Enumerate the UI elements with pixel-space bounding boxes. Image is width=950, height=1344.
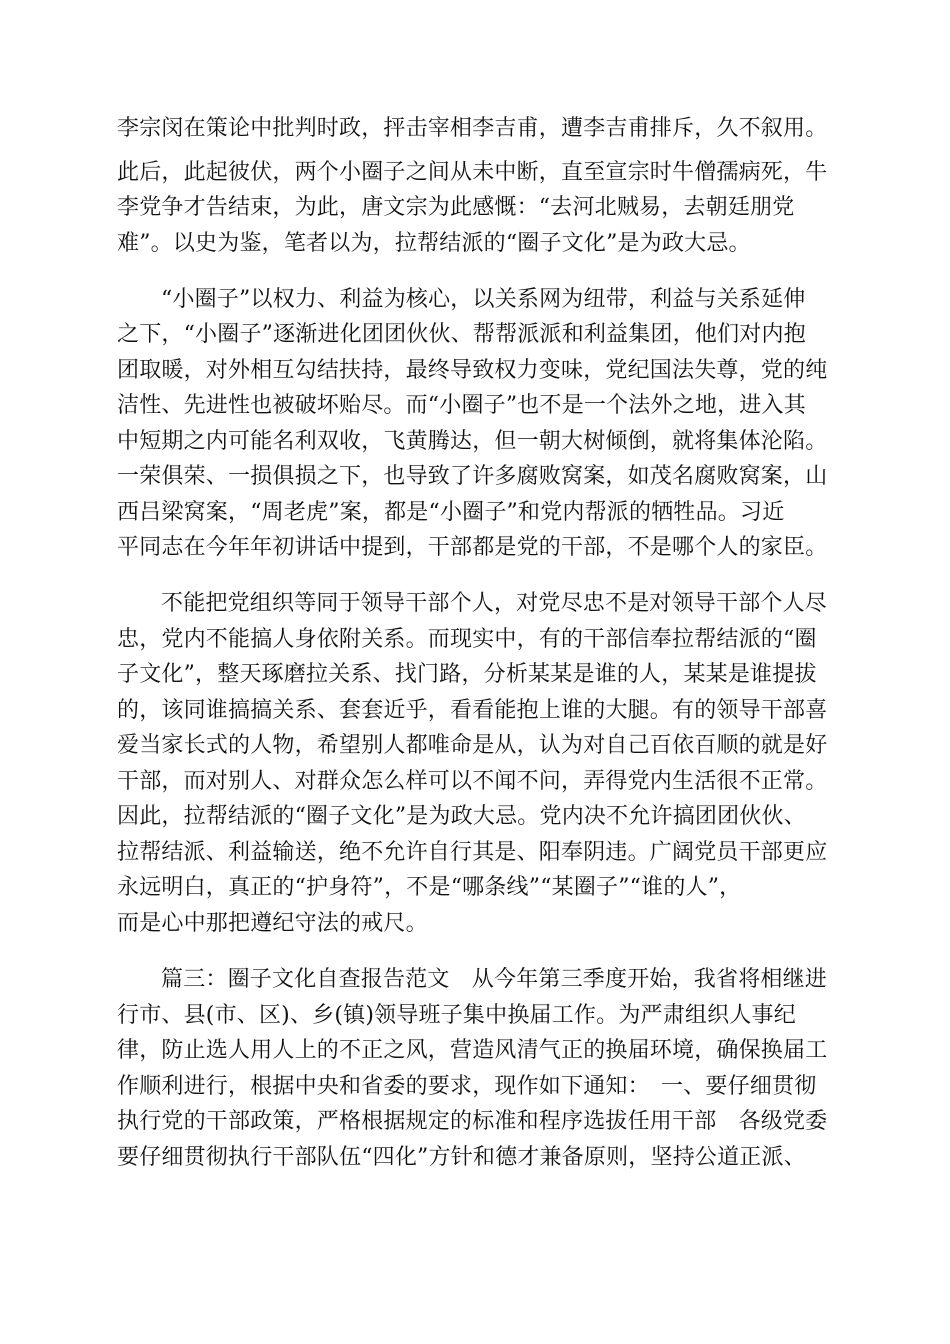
text-line: 不能把党组织等同于领导干部个人，对党尽忠不是对领导干部个人尽 (161, 591, 828, 616)
text-line: 永远明白，真正的“护身符”，不是“哪条线”“某圈子”“谁的人”， (117, 875, 742, 900)
text-line: 因此，拉帮结派的“圈子文化”是为政大忌。党内决不允许搞团团伙伙、 (117, 804, 806, 829)
text-line: 西吕梁窝案，“周老虎”案，都是“小圈子”和党内帮派的牺牲品。习近 (117, 500, 785, 525)
text-line: 爱当家长式的人物，希望别人都唯命是从，认为对自己百依百顺的就是好 (117, 733, 828, 758)
text-line: 行市、县(市、区)、乡(镇)领导班子集中换届工作。为严肃组织人事纪 (117, 1003, 796, 1028)
text-line: 忠，党内不能搞人身依附关系。而现实中，有的干部信奉拉帮结派的“圈 (117, 627, 817, 652)
text-line: 一荣俱荣、一损俱损之下，也导致了许多腐败窝案，如茂名腐败窝案，山 (117, 464, 828, 489)
text-line: 子文化”，整天琢磨拉关系、找门路，分析某某是谁的人，某某是谁提拔 (117, 662, 817, 687)
text-line: 作顺利进行，根据中央和省委的要求，现作如下通知： 一、要仔细贯彻 (117, 1074, 817, 1099)
text-line: 拉帮结派、利益输送，绝不允许自行其是、阳奉阴违。广阔党员干部更应 (117, 840, 828, 865)
text-line: 洁性、先进性也被破坏贻尽。而“小圈子”也不是一个法外之地，进入其 (117, 393, 806, 418)
text-line: 团取暖，对外相互勾结扶持，最终导致权力变味，党纪国法失尊，党的纯 (117, 358, 828, 383)
text-line: 而是心中那把遵纪守法的戒尺。 (117, 911, 428, 936)
text-line: 中短期之内可能名利双收，飞黄腾达，但一朝大树倾倒，就将集体沦陷。 (117, 429, 828, 454)
text-line: 李党争才告结束，为此，唐文宗为此感慨：“去河北贼易，去朝廷朋党 (117, 195, 795, 220)
text-line: 的，该同谁搞搞关系、套套近乎，看看能抱上谁的大腿。有的领导干部喜 (117, 698, 828, 723)
text-line: 律，防止选人用人上的不正之风，营造风清气正的换届环境，确保换届工 (117, 1038, 828, 1063)
text-line: 李宗闵在策论中批判时政，抨击宰相李吉甫，遭李吉甫排斥，久不叙用。 (117, 116, 828, 141)
text-line: 平同志在今年年初讲话中提到，干部都是党的干部，不是哪个人的家臣。 (117, 535, 828, 560)
text-line: 此后，此起彼伏，两个小圈子之间从未中断，直至宣宗时牛僧孺病死，牛 (117, 160, 828, 185)
text-line: 干部，而对别人、对群众怎么样可以不闻不问，弄得党内生活很不正常。 (117, 769, 828, 794)
text-line: 之下，“小圈子”逐渐进化团团伙伙、帮帮派派和利益集团，他们对内抱 (117, 322, 806, 347)
text-line: 篇三：圈子文化自查报告范文 从今年第三季度开始，我省将相继进 (161, 967, 828, 992)
text-line: 执行党的干部政策，严格根据规定的标准和程序选拔任用干部 各级党委 (117, 1109, 828, 1134)
text-line: 要仔细贯彻执行干部队伍“四化”方针和德才兼备原则，坚持公道正派、 (117, 1145, 806, 1170)
text-line: 难”。以史为鉴，笔者以为，拉帮结派的“圈子文化”是为政大忌。 (117, 231, 751, 256)
text-line: “小圈子”以权力、利益为核心，以关系网为纽带，利益与关系延伸 (161, 287, 806, 312)
